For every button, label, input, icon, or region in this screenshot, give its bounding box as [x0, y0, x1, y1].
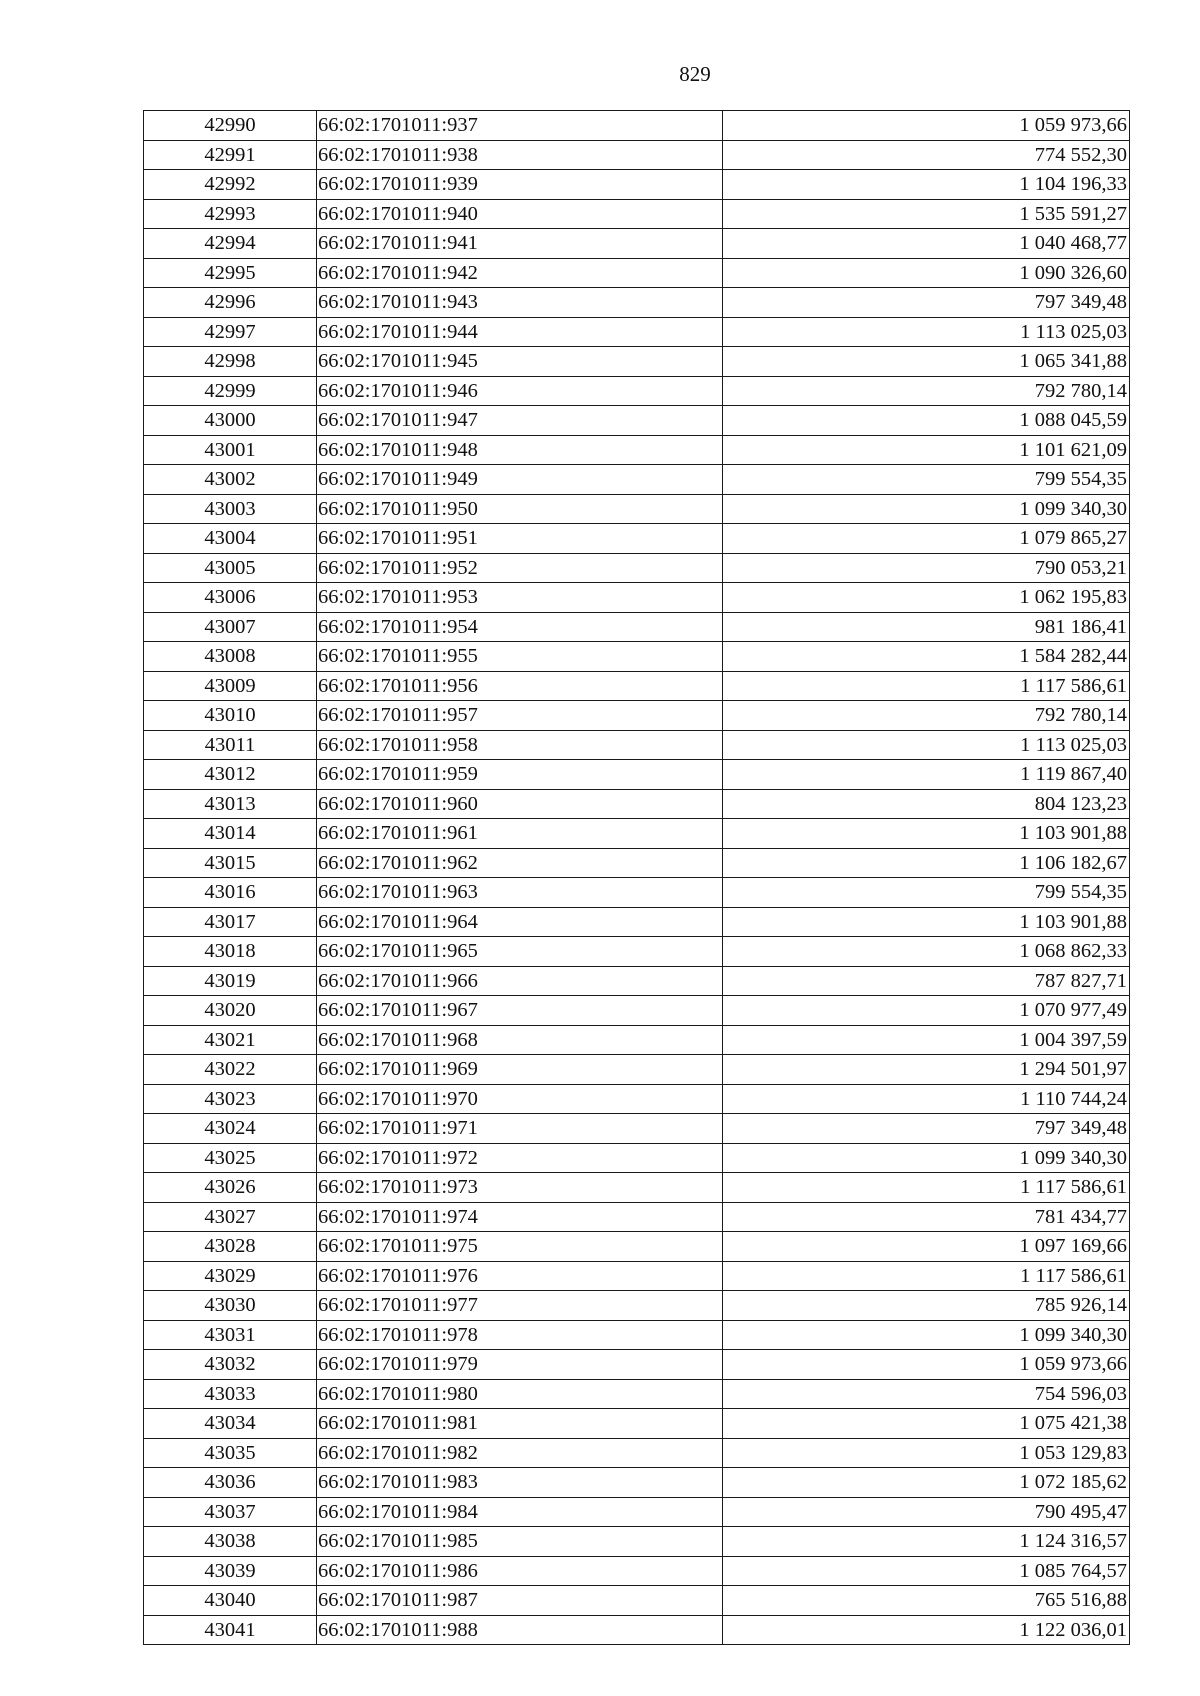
cadastral-value-cell: 1 079 865,27 — [723, 524, 1130, 554]
table-row — [144, 1202, 1130, 1232]
table-row — [144, 229, 1130, 259]
table-row — [144, 966, 1130, 996]
cadastral-value-cell: 1 059 973,66 — [723, 111, 1130, 141]
cadastral-value-table — [143, 110, 1130, 1645]
cadastral-value-cell: 790 053,21 — [723, 553, 1130, 583]
table-row — [144, 317, 1130, 347]
table-row — [144, 583, 1130, 613]
row-number-cell: 43014 — [144, 819, 317, 849]
cadastral-number-cell: 66:02:1701011:942 — [317, 258, 723, 288]
row-number-cell: 42993 — [144, 199, 317, 229]
cadastral-number-cell: 66:02:1701011:946 — [317, 376, 723, 406]
cadastral-value-cell: 1 117 586,61 — [723, 1173, 1130, 1203]
cadastral-value-cell: 799 554,35 — [723, 465, 1130, 495]
row-number-cell: 43003 — [144, 494, 317, 524]
cadastral-value-cell: 1 053 129,83 — [723, 1438, 1130, 1468]
row-number-cell: 43041 — [144, 1615, 317, 1645]
cadastral-value-cell: 792 780,14 — [723, 701, 1130, 731]
row-number-cell: 43030 — [144, 1291, 317, 1321]
row-number-cell: 43004 — [144, 524, 317, 554]
row-number-cell: 43002 — [144, 465, 317, 495]
cadastral-number-cell: 66:02:1701011:987 — [317, 1586, 723, 1616]
row-number-cell: 42995 — [144, 258, 317, 288]
cadastral-value-cell: 797 349,48 — [723, 288, 1130, 318]
table-row — [144, 789, 1130, 819]
cadastral-number-cell: 66:02:1701011:967 — [317, 996, 723, 1026]
table-row — [144, 1438, 1130, 1468]
table-row — [144, 111, 1130, 141]
row-number-cell: 43022 — [144, 1055, 317, 1085]
cadastral-value-cell: 1 535 591,27 — [723, 199, 1130, 229]
cadastral-number-cell: 66:02:1701011:980 — [317, 1379, 723, 1409]
cadastral-number-cell: 66:02:1701011:968 — [317, 1025, 723, 1055]
table-row — [144, 819, 1130, 849]
cadastral-value-cell: 1 117 586,61 — [723, 1261, 1130, 1291]
cadastral-value-cell: 1 584 282,44 — [723, 642, 1130, 672]
cadastral-number-cell: 66:02:1701011:983 — [317, 1468, 723, 1498]
cadastral-number-cell: 66:02:1701011:979 — [317, 1350, 723, 1380]
row-number-cell: 43007 — [144, 612, 317, 642]
cadastral-value-cell: 1 068 862,33 — [723, 937, 1130, 967]
cadastral-value-cell: 781 434,77 — [723, 1202, 1130, 1232]
table-body — [144, 111, 1130, 1645]
row-number-cell: 43009 — [144, 671, 317, 701]
cadastral-value-cell: 1 294 501,97 — [723, 1055, 1130, 1085]
table-row — [144, 1143, 1130, 1173]
row-number-cell: 43017 — [144, 907, 317, 937]
row-number-cell: 42991 — [144, 140, 317, 170]
table-row — [144, 1232, 1130, 1262]
table-row — [144, 1350, 1130, 1380]
row-number-cell: 43024 — [144, 1114, 317, 1144]
cadastral-value-cell: 1 099 340,30 — [723, 1143, 1130, 1173]
row-number-cell: 43000 — [144, 406, 317, 436]
cadastral-number-cell: 66:02:1701011:944 — [317, 317, 723, 347]
cadastral-value-cell: 1 088 045,59 — [723, 406, 1130, 436]
table-row — [144, 996, 1130, 1026]
table-row — [144, 1291, 1130, 1321]
table-row — [144, 760, 1130, 790]
table-row — [144, 1409, 1130, 1439]
cadastral-value-cell: 787 827,71 — [723, 966, 1130, 996]
cadastral-value-cell: 1 085 764,57 — [723, 1556, 1130, 1586]
cadastral-number-cell: 66:02:1701011:957 — [317, 701, 723, 731]
cadastral-number-cell: 66:02:1701011:952 — [317, 553, 723, 583]
table-row — [144, 1025, 1130, 1055]
table-row — [144, 347, 1130, 377]
cadastral-number-cell: 66:02:1701011:978 — [317, 1320, 723, 1350]
cadastral-value-cell: 1 059 973,66 — [723, 1350, 1130, 1380]
cadastral-value-cell: 1 065 341,88 — [723, 347, 1130, 377]
cadastral-number-cell: 66:02:1701011:945 — [317, 347, 723, 377]
cadastral-number-cell: 66:02:1701011:955 — [317, 642, 723, 672]
cadastral-number-cell: 66:02:1701011:943 — [317, 288, 723, 318]
cadastral-value-cell: 799 554,35 — [723, 878, 1130, 908]
row-number-cell: 43025 — [144, 1143, 317, 1173]
table-row — [144, 1084, 1130, 1114]
cadastral-number-cell: 66:02:1701011:985 — [317, 1527, 723, 1557]
table-row — [144, 907, 1130, 937]
table-row — [144, 494, 1130, 524]
cadastral-value-cell: 1 117 586,61 — [723, 671, 1130, 701]
row-number-cell: 43001 — [144, 435, 317, 465]
cadastral-number-cell: 66:02:1701011:984 — [317, 1497, 723, 1527]
table-row — [144, 1497, 1130, 1527]
cadastral-number-cell: 66:02:1701011:970 — [317, 1084, 723, 1114]
cadastral-number-cell: 66:02:1701011:960 — [317, 789, 723, 819]
cadastral-number-cell: 66:02:1701011:977 — [317, 1291, 723, 1321]
cadastral-value-cell: 1 119 867,40 — [723, 760, 1130, 790]
cadastral-number-cell: 66:02:1701011:973 — [317, 1173, 723, 1203]
cadastral-number-cell: 66:02:1701011:982 — [317, 1438, 723, 1468]
row-number-cell: 43019 — [144, 966, 317, 996]
row-number-cell: 42997 — [144, 317, 317, 347]
cadastral-number-cell: 66:02:1701011:962 — [317, 848, 723, 878]
row-number-cell: 43026 — [144, 1173, 317, 1203]
cadastral-number-cell: 66:02:1701011:939 — [317, 170, 723, 200]
cadastral-number-cell: 66:02:1701011:959 — [317, 760, 723, 790]
table-row — [144, 1527, 1130, 1557]
table-row — [144, 730, 1130, 760]
row-number-cell: 43029 — [144, 1261, 317, 1291]
table-row — [144, 1114, 1130, 1144]
cadastral-value-cell: 1 113 025,03 — [723, 730, 1130, 760]
cadastral-value-cell: 1 090 326,60 — [723, 258, 1130, 288]
row-number-cell: 43020 — [144, 996, 317, 1026]
cadastral-number-cell: 66:02:1701011:947 — [317, 406, 723, 436]
row-number-cell: 43012 — [144, 760, 317, 790]
row-number-cell: 43018 — [144, 937, 317, 967]
cadastral-number-cell: 66:02:1701011:964 — [317, 907, 723, 937]
table-row — [144, 140, 1130, 170]
cadastral-value-cell: 1 104 196,33 — [723, 170, 1130, 200]
cadastral-number-cell: 66:02:1701011:940 — [317, 199, 723, 229]
row-number-cell: 43032 — [144, 1350, 317, 1380]
table-row — [144, 1586, 1130, 1616]
table-row — [144, 612, 1130, 642]
row-number-cell: 43011 — [144, 730, 317, 760]
cadastral-value-cell: 1 103 901,88 — [723, 907, 1130, 937]
cadastral-value-cell: 1 097 169,66 — [723, 1232, 1130, 1262]
row-number-cell: 42994 — [144, 229, 317, 259]
cadastral-number-cell: 66:02:1701011:975 — [317, 1232, 723, 1262]
row-number-cell: 42996 — [144, 288, 317, 318]
cadastral-number-cell: 66:02:1701011:981 — [317, 1409, 723, 1439]
row-number-cell: 43035 — [144, 1438, 317, 1468]
cadastral-number-cell: 66:02:1701011:938 — [317, 140, 723, 170]
table-row — [144, 465, 1130, 495]
table-row — [144, 524, 1130, 554]
cadastral-number-cell: 66:02:1701011:937 — [317, 111, 723, 141]
cadastral-value-cell: 797 349,48 — [723, 1114, 1130, 1144]
table-row — [144, 1379, 1130, 1409]
cadastral-value-cell: 792 780,14 — [723, 376, 1130, 406]
table-row — [144, 170, 1130, 200]
cadastral-number-cell: 66:02:1701011:988 — [317, 1615, 723, 1645]
cadastral-number-cell: 66:02:1701011:961 — [317, 819, 723, 849]
cadastral-number-cell: 66:02:1701011:971 — [317, 1114, 723, 1144]
cadastral-value-cell: 1 099 340,30 — [723, 494, 1130, 524]
row-number-cell: 43027 — [144, 1202, 317, 1232]
table-row — [144, 642, 1130, 672]
table-row — [144, 553, 1130, 583]
cadastral-value-cell: 1 110 744,24 — [723, 1084, 1130, 1114]
cadastral-value-cell: 1 122 036,01 — [723, 1615, 1130, 1645]
row-number-cell: 43033 — [144, 1379, 317, 1409]
cadastral-number-cell: 66:02:1701011:958 — [317, 730, 723, 760]
row-number-cell: 43023 — [144, 1084, 317, 1114]
cadastral-value-cell: 790 495,47 — [723, 1497, 1130, 1527]
cadastral-value-cell: 1 072 185,62 — [723, 1468, 1130, 1498]
cadastral-value-cell: 1 103 901,88 — [723, 819, 1130, 849]
row-number-cell: 43034 — [144, 1409, 317, 1439]
cadastral-value-cell: 754 596,03 — [723, 1379, 1130, 1409]
cadastral-value-cell: 1 040 468,77 — [723, 229, 1130, 259]
cadastral-value-cell: 1 070 977,49 — [723, 996, 1130, 1026]
row-number-cell: 43016 — [144, 878, 317, 908]
row-number-cell: 42998 — [144, 347, 317, 377]
table-row — [144, 878, 1130, 908]
row-number-cell: 43037 — [144, 1497, 317, 1527]
cadastral-number-cell: 66:02:1701011:941 — [317, 229, 723, 259]
row-number-cell: 43040 — [144, 1586, 317, 1616]
table-row — [144, 258, 1130, 288]
table-row — [144, 937, 1130, 967]
page-number: 829 — [679, 62, 711, 86]
cadastral-value-cell: 1 113 025,03 — [723, 317, 1130, 347]
table-row — [144, 1320, 1130, 1350]
row-number-cell: 43028 — [144, 1232, 317, 1262]
row-number-cell: 43021 — [144, 1025, 317, 1055]
cadastral-value-cell: 1 062 195,83 — [723, 583, 1130, 613]
row-number-cell: 43038 — [144, 1527, 317, 1557]
row-number-cell: 43010 — [144, 701, 317, 731]
cadastral-number-cell: 66:02:1701011:949 — [317, 465, 723, 495]
table-row — [144, 1615, 1130, 1645]
cadastral-value-cell: 1 099 340,30 — [723, 1320, 1130, 1350]
cadastral-number-cell: 66:02:1701011:956 — [317, 671, 723, 701]
cadastral-value-cell: 1 004 397,59 — [723, 1025, 1130, 1055]
cadastral-value-cell: 1 075 421,38 — [723, 1409, 1130, 1439]
cadastral-number-cell: 66:02:1701011:974 — [317, 1202, 723, 1232]
cadastral-value-cell: 1 124 316,57 — [723, 1527, 1130, 1557]
row-number-cell: 43008 — [144, 642, 317, 672]
row-number-cell: 43039 — [144, 1556, 317, 1586]
cadastral-number-cell: 66:02:1701011:953 — [317, 583, 723, 613]
cadastral-number-cell: 66:02:1701011:972 — [317, 1143, 723, 1173]
cadastral-number-cell: 66:02:1701011:976 — [317, 1261, 723, 1291]
cadastral-number-cell: 66:02:1701011:966 — [317, 966, 723, 996]
cadastral-number-cell: 66:02:1701011:963 — [317, 878, 723, 908]
row-number-cell: 43015 — [144, 848, 317, 878]
table-row — [144, 288, 1130, 318]
table-row — [144, 1468, 1130, 1498]
table-row — [144, 1261, 1130, 1291]
cadastral-value-cell: 785 926,14 — [723, 1291, 1130, 1321]
table-row — [144, 1556, 1130, 1586]
table-row — [144, 376, 1130, 406]
cadastral-value-cell: 774 552,30 — [723, 140, 1130, 170]
row-number-cell: 43006 — [144, 583, 317, 613]
table-row — [144, 435, 1130, 465]
cadastral-number-cell: 66:02:1701011:965 — [317, 937, 723, 967]
row-number-cell: 43005 — [144, 553, 317, 583]
cadastral-value-cell: 804 123,23 — [723, 789, 1130, 819]
row-number-cell: 42992 — [144, 170, 317, 200]
row-number-cell: 42990 — [144, 111, 317, 141]
table-row — [144, 671, 1130, 701]
row-number-cell: 43031 — [144, 1320, 317, 1350]
cadastral-number-cell: 66:02:1701011:951 — [317, 524, 723, 554]
cadastral-number-cell: 66:02:1701011:950 — [317, 494, 723, 524]
cadastral-value-cell: 1 106 182,67 — [723, 848, 1130, 878]
cadastral-number-cell: 66:02:1701011:969 — [317, 1055, 723, 1085]
table-row — [144, 1173, 1130, 1203]
cadastral-value-cell: 765 516,88 — [723, 1586, 1130, 1616]
row-number-cell: 43036 — [144, 1468, 317, 1498]
row-number-cell: 43013 — [144, 789, 317, 819]
cadastral-number-cell: 66:02:1701011:954 — [317, 612, 723, 642]
cadastral-number-cell: 66:02:1701011:986 — [317, 1556, 723, 1586]
row-number-cell: 42999 — [144, 376, 317, 406]
cadastral-number-cell: 66:02:1701011:948 — [317, 435, 723, 465]
table-row — [144, 406, 1130, 436]
cadastral-value-cell: 981 186,41 — [723, 612, 1130, 642]
table-row — [144, 701, 1130, 731]
table-row — [144, 199, 1130, 229]
cadastral-value-cell: 1 101 621,09 — [723, 435, 1130, 465]
table-row — [144, 848, 1130, 878]
table-row — [144, 1055, 1130, 1085]
